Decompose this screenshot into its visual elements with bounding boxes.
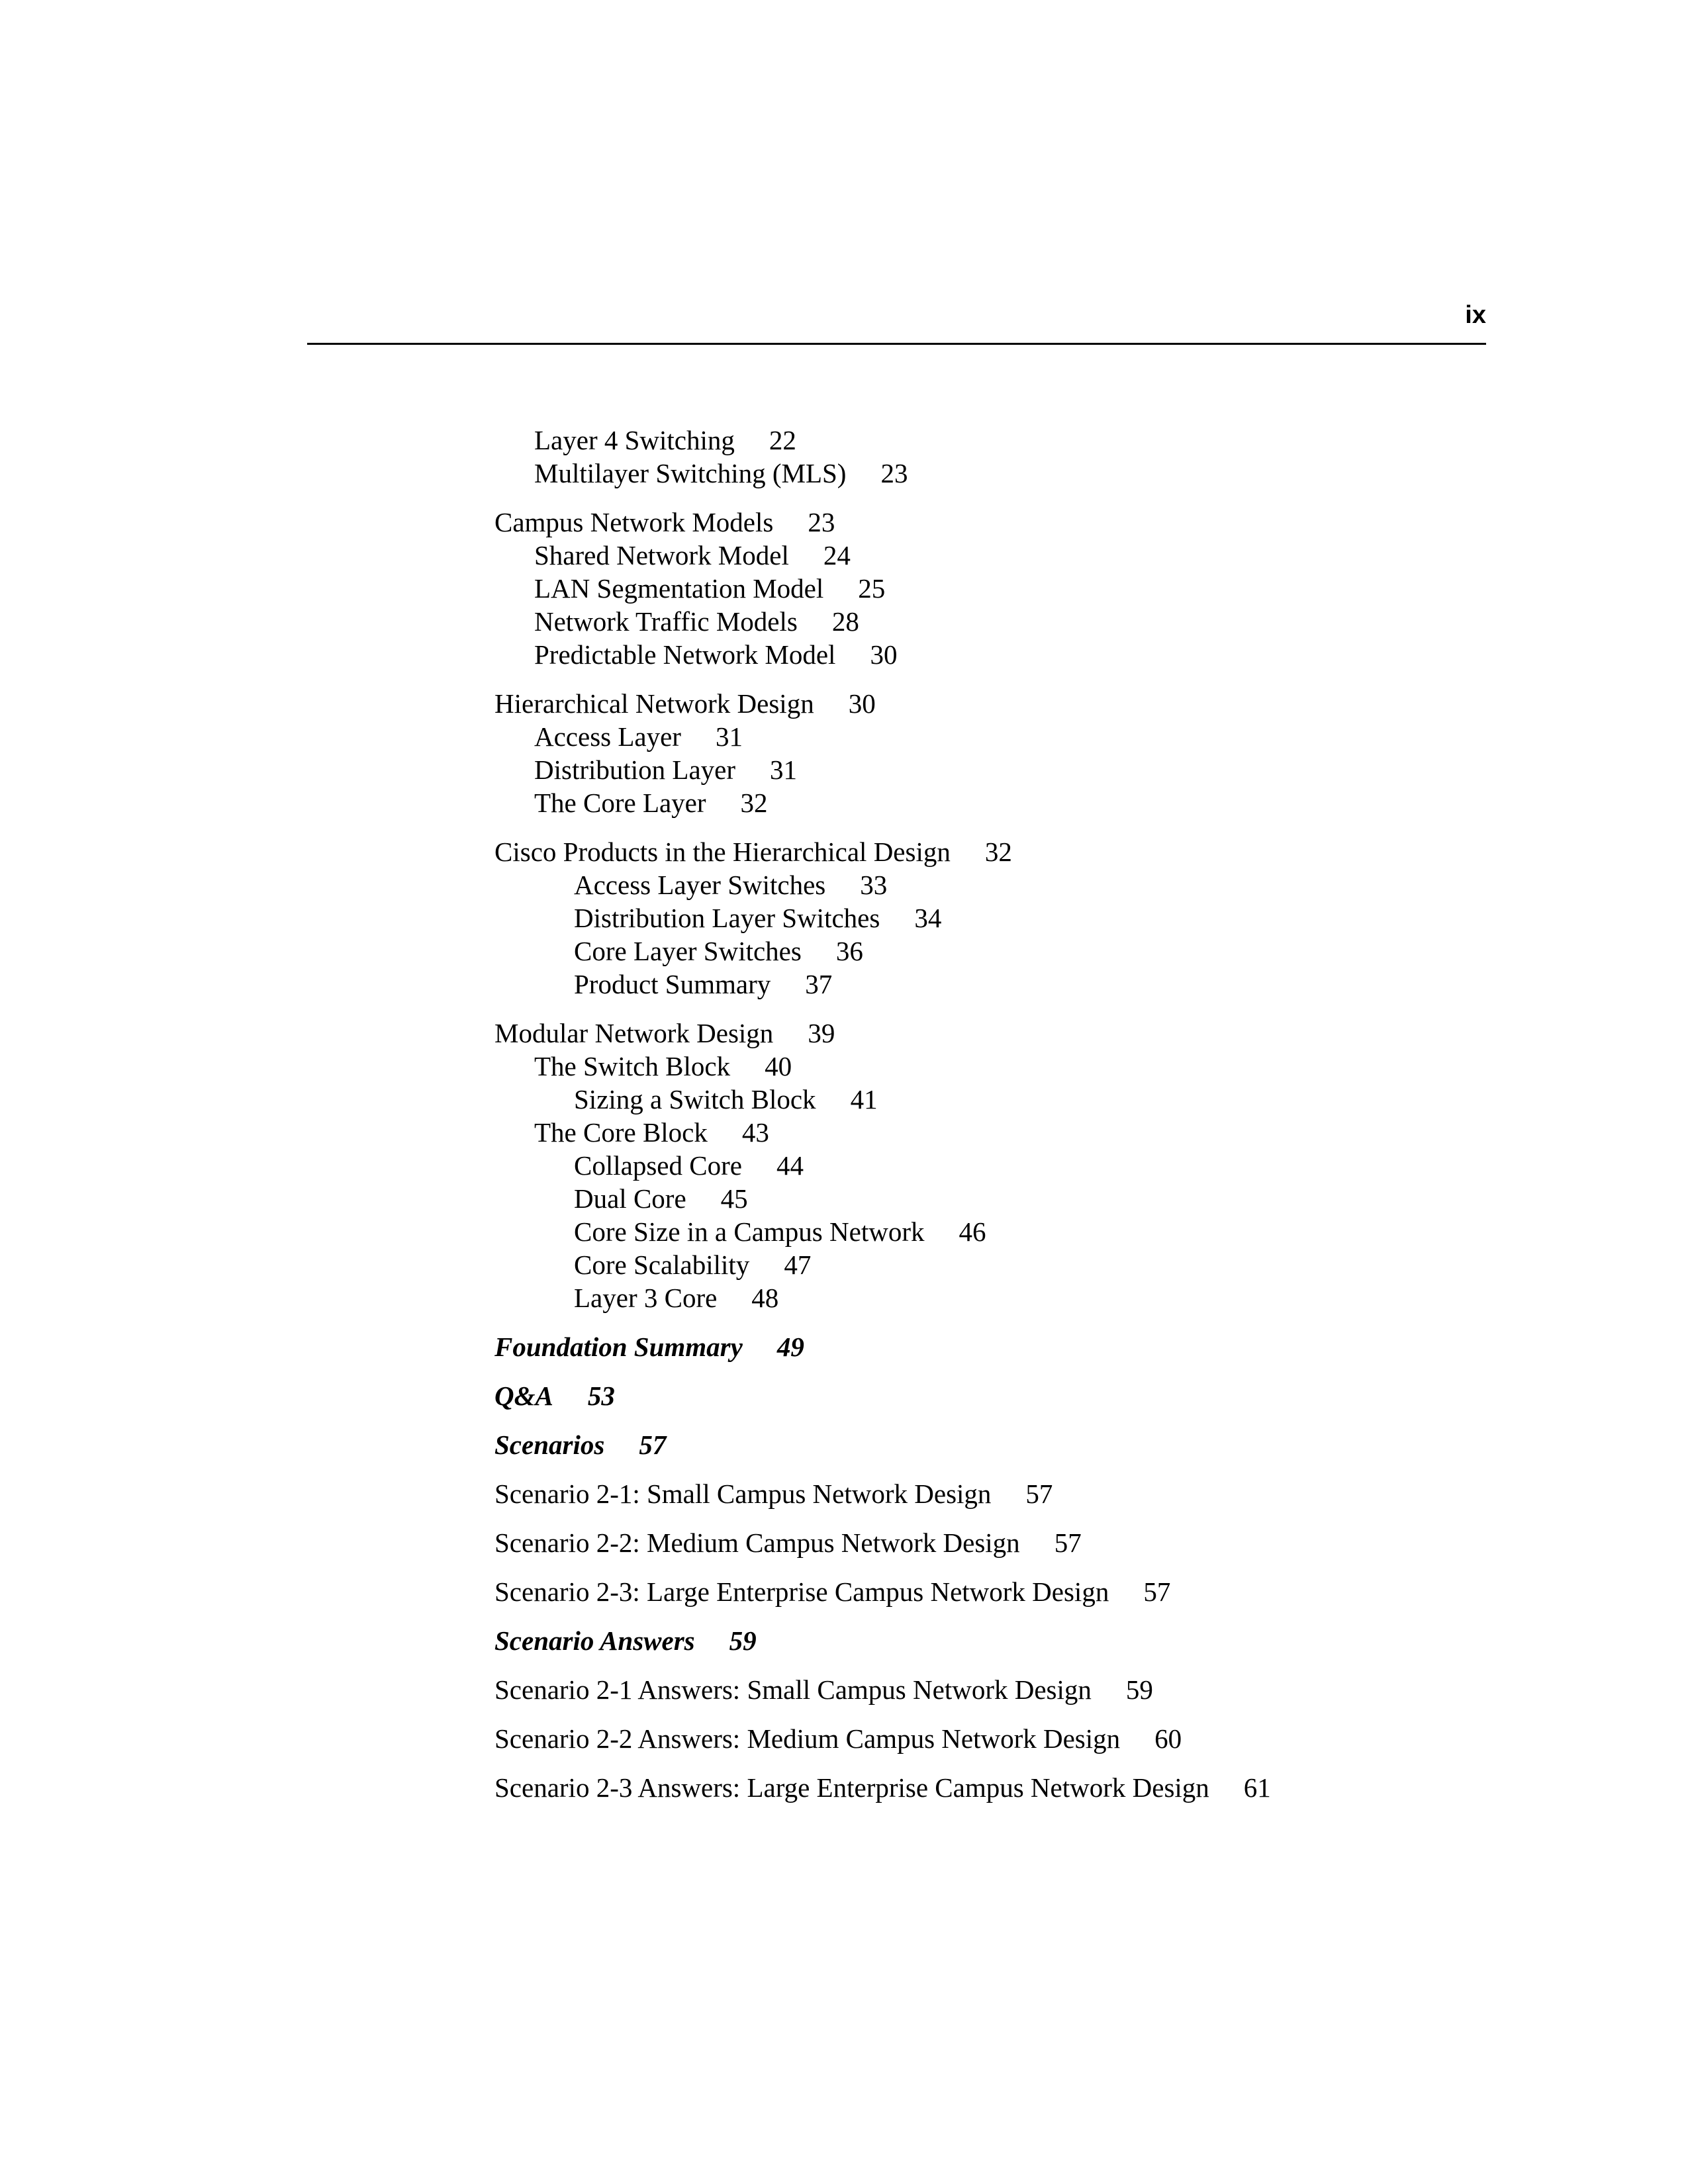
toc-entry — [494, 572, 1660, 605]
toc-entry — [494, 687, 1660, 720]
toc-entry-page: 36 — [835, 936, 863, 966]
toc-entry-page: 37 — [805, 969, 833, 999]
toc-entry-title: Layer 3 Core — [574, 1283, 718, 1313]
toc-entry-title: Scenario 2-3 Answers: Large Enterprise Campus Network Design — [494, 1772, 1209, 1803]
toc-entry-title: Distribution Layer — [534, 754, 736, 785]
toc-entry-page: 46 — [959, 1216, 986, 1247]
toc-section-heading — [494, 1428, 1660, 1461]
toc-entry-page: 57 — [1025, 1479, 1053, 1509]
toc-entry — [494, 1050, 1660, 1083]
toc-entry — [494, 1673, 1660, 1706]
toc-entry-page: 53 — [587, 1381, 615, 1411]
toc-entry-title: Distribution Layer Switches — [574, 903, 880, 933]
toc-entry-title: Scenario 2-1: Small Campus Network Design — [494, 1479, 992, 1509]
toc-entry-page: 39 — [808, 1018, 835, 1048]
toc-entry-page: 30 — [848, 688, 876, 719]
toc-section-heading — [494, 1330, 1660, 1363]
toc-entry-title: Sizing a Switch Block — [574, 1084, 816, 1115]
toc-entry-title: Access Layer Switches — [574, 870, 826, 900]
toc-entry-title: Core Scalability — [574, 1250, 750, 1280]
toc-entry-title: Multilayer Switching (MLS) — [534, 458, 847, 488]
toc-entry-page: 48 — [751, 1283, 779, 1313]
toc-entry-page: 31 — [770, 754, 798, 785]
toc-entry-title: Foundation Summary — [494, 1332, 743, 1362]
toc-entry — [494, 1215, 1660, 1248]
page-number: ix — [1465, 301, 1486, 329]
toc-entry-page: 32 — [984, 837, 1012, 867]
toc-entry-page: 25 — [858, 573, 886, 604]
toc-entry-title: The Switch Block — [534, 1051, 731, 1081]
toc-entry-title: Cisco Products in the Hierarchical Design — [494, 837, 951, 867]
toc-entry — [494, 457, 1660, 490]
toc-entry-title: The Core Block — [534, 1117, 708, 1148]
toc-entry-title: Core Layer Switches — [574, 936, 802, 966]
toc-entry-title: Shared Network Model — [534, 540, 789, 570]
toc-entry-title: Core Size in a Campus Network — [574, 1216, 925, 1247]
toc-entry — [494, 720, 1660, 753]
toc-entry-page: 33 — [860, 870, 888, 900]
toc-entry — [494, 968, 1660, 1001]
toc-entry — [494, 1575, 1660, 1608]
toc-entry-title: Scenarios — [494, 1430, 605, 1460]
toc-entry-title: Layer 4 Switching — [534, 425, 735, 455]
toc-entry-title: Q&A — [494, 1381, 553, 1411]
toc-entry-page: 57 — [639, 1430, 667, 1460]
toc-entry — [494, 1771, 1660, 1804]
toc-entry-page: 23 — [808, 507, 835, 537]
toc-entry-page: 22 — [769, 425, 796, 455]
toc-entry-title: Scenario Answers — [494, 1625, 695, 1656]
toc-entry-page: 49 — [776, 1332, 804, 1362]
toc-entry-title: Product Summary — [574, 969, 771, 999]
toc-entry — [494, 868, 1660, 901]
toc-entry-title: Network Traffic Models — [534, 606, 798, 637]
toc-entry-title: Predictable Network Model — [534, 639, 836, 670]
toc-entry — [494, 1149, 1660, 1182]
toc-entry-page: 40 — [765, 1051, 792, 1081]
toc-entry-page: 61 — [1243, 1772, 1271, 1803]
toc-entry-page: 32 — [740, 788, 768, 818]
toc-entry — [494, 1182, 1660, 1215]
toc-entry-page: 59 — [1125, 1674, 1153, 1705]
toc-entry-page: 57 — [1054, 1527, 1082, 1558]
toc-entry-title: Access Layer — [534, 721, 681, 752]
toc-entry — [494, 753, 1660, 786]
toc-entry-title: The Core Layer — [534, 788, 706, 818]
toc-entry — [494, 901, 1660, 934]
toc-entry-page: 59 — [729, 1625, 757, 1656]
toc-entry-page: 24 — [823, 540, 851, 570]
toc-entry — [494, 539, 1660, 572]
toc-entry-page: 28 — [831, 606, 859, 637]
toc-entry-title: Campus Network Models — [494, 507, 774, 537]
table-of-contents — [494, 424, 1660, 1804]
toc-entry — [494, 835, 1660, 868]
toc-entry — [494, 506, 1660, 539]
toc-entry — [494, 424, 1660, 457]
toc-entry-page: 47 — [784, 1250, 812, 1280]
toc-entry — [494, 1017, 1660, 1050]
toc-entry-page: 57 — [1143, 1576, 1171, 1607]
toc-entry — [494, 934, 1660, 968]
toc-entry-title: Dual Core — [574, 1183, 686, 1214]
toc-entry-title: Scenario 2-3: Large Enterprise Campus Network Design — [494, 1576, 1109, 1607]
header-rule — [307, 343, 1486, 345]
toc-entry-page: 30 — [870, 639, 898, 670]
toc-entry — [494, 638, 1660, 671]
toc-entry — [494, 1248, 1660, 1281]
toc-entry — [494, 605, 1660, 638]
toc-entry-page: 34 — [914, 903, 942, 933]
toc-entry — [494, 1281, 1660, 1314]
toc-entry-title: Collapsed Core — [574, 1150, 742, 1181]
toc-entry-page: 41 — [850, 1084, 878, 1115]
toc-entry-page: 43 — [741, 1117, 769, 1148]
toc-entry — [494, 1477, 1660, 1510]
toc-entry-title: Hierarchical Network Design — [494, 688, 814, 719]
toc-entry-title: Scenario 2-2 Answers: Medium Campus Network Design — [494, 1723, 1121, 1754]
toc-entry-title: Modular Network Design — [494, 1018, 774, 1048]
toc-section-heading — [494, 1379, 1660, 1412]
toc-entry — [494, 1526, 1660, 1559]
toc-entry-title: Scenario 2-2: Medium Campus Network Design — [494, 1527, 1020, 1558]
toc-entry — [494, 1722, 1660, 1755]
toc-entry-page: 31 — [715, 721, 743, 752]
toc-entry-title: LAN Segmentation Model — [534, 573, 824, 604]
toc-entry-page: 44 — [776, 1150, 804, 1181]
toc-entry-page: 60 — [1154, 1723, 1182, 1754]
toc-entry-title: Scenario 2-1 Answers: Small Campus Network Design — [494, 1674, 1092, 1705]
toc-entry — [494, 1116, 1660, 1149]
toc-section-heading — [494, 1624, 1660, 1657]
toc-entry — [494, 1083, 1660, 1116]
toc-entry-page: 23 — [880, 458, 908, 488]
toc-entry-page: 45 — [720, 1183, 748, 1214]
toc-entry — [494, 786, 1660, 819]
